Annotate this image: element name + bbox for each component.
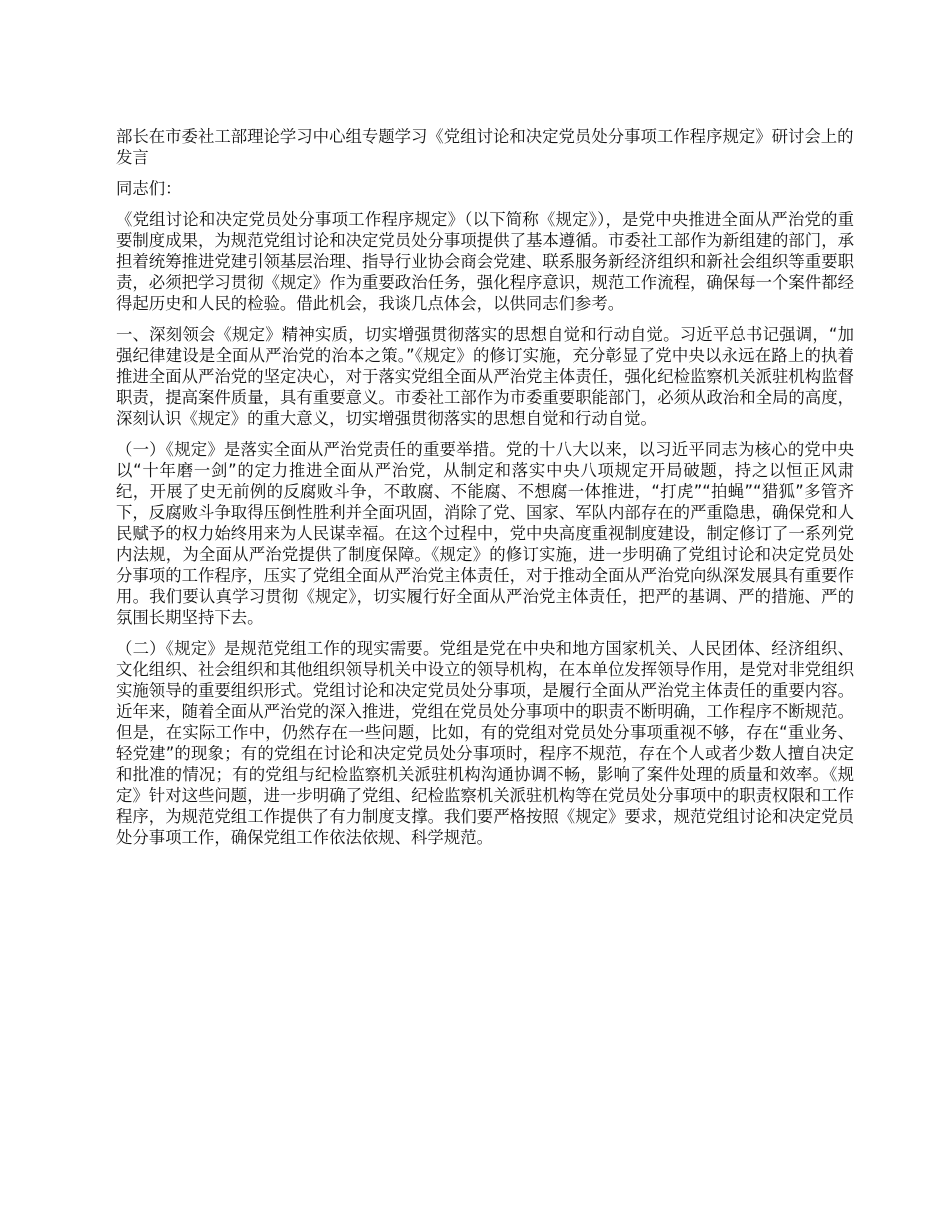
document-page (116, 126, 854, 858)
paragraph-section-1-2: （二）《规定》是规范党组工作的现实需要。党组是党在中央和地方国家机关、人民团体、经济组织、文化组织、社会组织和其他组织领导机关中设立的领导机构，在本单位发挥领导作用，是党对非党组织实施领导的重要组织形式。党组讨论和决定党员处分事项，是履行全面从严治党主体责任的重要内容。近年来，随着全面从严治党的深入推进，党组在党员处分事项中的职责不断明确，工作程序不断规范。但是，在实际工作中，仍然存在一些问题，比如，有的党组对党员处分事项重视不够，存在“重业务、轻党建”的现象；有的党组在讨论和决定党员处分事项时，程序不规范，存在个人或者少数人擅自决定和批准的情况；有的党组与纪检监察机关派驻机构沟通协调不畅，影响了案件处理的质量和效率。《规定》针对这些问题，进一步明确了党组、纪检监察机关派驻机构等在党员处分事项中的职责权限和工作程序，为规范党组工作提供了有力制度支撑。我们要严格按照《规定》要求，规范党组讨论和决定党员处分事项工作，确保党组工作依法依规、科学规范。 (116, 639, 854, 847)
salutation: 同志们： (116, 179, 182, 198)
document-title: 部长在市委社工部理论学习中心组专题学习《党组讨论和决定党员处分事项工作程序规定》研讨会上的发言 (116, 127, 854, 167)
paragraph-section-1: 一、深刻领会《规定》精神实质，切实增强贯彻落实的思想自觉和行动自觉。习近平总书记强调，“加强纪律建设是全面从严治党的治本之策。”《规定》的修订实施，充分彰显了党中央以永远在路上的执着推进全面从严治党的坚定决心，对于落实党组全面从严治党主体责任，强化纪检监察机关派驻机构监督职责，提高案件质量，具有重要意义。市委社工部作为市委重要职能部门，必须从政治和全局的高度，深刻认识《规定》的重大意义，切实增强贯彻落实的思想自觉和行动自觉。 (116, 325, 854, 428)
paragraph-intro: 《党组讨论和决定党员处分事项工作程序规定》（以下简称《规定》），是党中央推进全面从严治党的重要制度成果，为规范党组讨论和决定党员处分事项提供了基本遵循。市委社工部作为新组建的部门，承担着统筹推进党建引领基层治理、指导行业协会商会党建、联系服务新经济组织和新社会组织等重要职责，必须把学习贯彻《规定》作为重要政治任务，强化程序意识，规范工作流程，确保每一个案件都经得起历史和人民的检验。借此机会，我谈几点体会，以供同志们参考。 (116, 210, 854, 313)
paragraph-section-1-1: （一）《规定》是落实全面从严治党责任的重要举措。党的十八大以来，以习近平同志为核心的党中央以“十年磨一剑”的定力推进全面从严治党，从制定和落实中央八项规定开局破题，持之以恒正风肃纪，开展了史无前例的反腐败斗争，不敢腐、不能腐、不想腐一体推进，“打虎”“拍蝇”“猎狐”多管齐下，反腐败斗争取得压倒性胜利并全面巩固，消除了党、国家、军队内部存在的严重隐患，确保党和人民赋予的权力始终用来为人民谋幸福。在这个过程中，党中央高度重视制度建设，制定修订了一系列党内法规，为全面从严治党提供了制度保障。《规定》的修订实施，进一步明确了党组讨论和决定党员处分事项的工作程序，压实了党组全面从严治党主体责任，对于推动全面从严治党向纵深发展具有重要作用。我们要认真学习贯彻《规定》，切实履行好全面从严治党主体责任，把严的基调、严的措施、严的氛围长期坚持下去。 (116, 440, 854, 627)
